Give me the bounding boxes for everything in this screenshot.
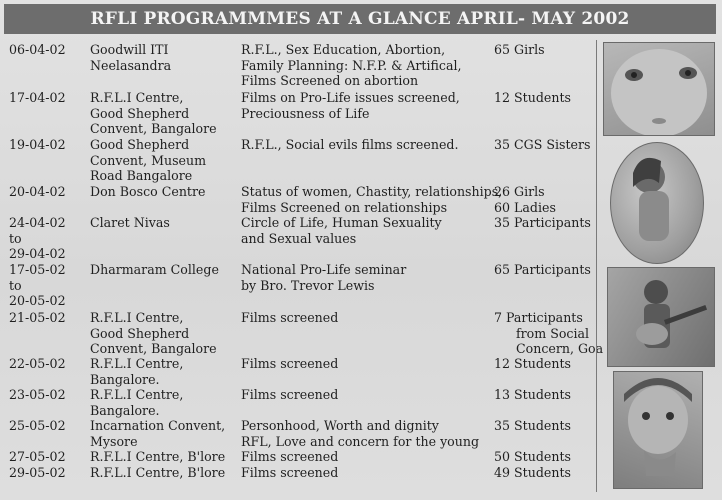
venue-cell-line: Don Bosco Centre bbox=[90, 184, 206, 199]
venue-cell-line: Claret Nivas bbox=[90, 215, 170, 230]
venue-cell bbox=[90, 184, 238, 200]
venue-cell-line: R.F.L.I Centre, bbox=[90, 356, 184, 371]
topic-cell-line: Films screened bbox=[241, 387, 339, 402]
topic-cell bbox=[241, 356, 491, 372]
participants-cell bbox=[494, 137, 594, 153]
date-cell-line: 27-05-02 bbox=[9, 449, 66, 464]
date-cell-line: 24-04-02 bbox=[9, 215, 66, 230]
topic-cell-line: by Bro. Trevor Lewis bbox=[241, 277, 375, 293]
participants-cell bbox=[494, 42, 594, 58]
photo-column bbox=[596, 40, 721, 492]
venue-cell-line: Mysore bbox=[90, 433, 138, 449]
participants-cell-line: 12 Students bbox=[494, 356, 571, 371]
participants-cell-line: 49 Students bbox=[494, 465, 571, 480]
participants-cell bbox=[494, 90, 594, 106]
participants-cell bbox=[494, 215, 594, 231]
participants-cell-line: 60 Ladies bbox=[494, 199, 556, 215]
venue-cell-line: R.F.L.I Centre, bbox=[90, 387, 184, 402]
date-cell bbox=[9, 184, 87, 200]
topic-cell bbox=[241, 387, 491, 403]
topic-cell-line: Circle of Life, Human Sexuality bbox=[241, 215, 442, 230]
participants-cell bbox=[494, 310, 604, 357]
topic-cell-line: Preciousness of Life bbox=[241, 105, 370, 121]
topic-cell-line: Films Screened on relationships bbox=[241, 199, 448, 215]
date-cell-line: 20-05-02 bbox=[9, 293, 66, 308]
venue-cell-line: R.F.L.I Centre, bbox=[90, 90, 184, 105]
date-cell-line: 06-04-02 bbox=[9, 42, 66, 57]
participants-cell-line: 50 Students bbox=[494, 449, 571, 464]
participants-cell-line: Concern, Goa bbox=[516, 341, 604, 356]
programme-table bbox=[0, 38, 604, 498]
topic-cell-line: Films screened bbox=[241, 310, 339, 325]
venue-cell-line: Dharmaram College bbox=[90, 262, 219, 277]
venue-cell bbox=[90, 465, 238, 481]
date-cell bbox=[9, 262, 87, 309]
participants-cell-line: 12 Students bbox=[494, 90, 571, 105]
date-cell bbox=[9, 356, 87, 372]
topic-cell bbox=[241, 465, 491, 481]
venue-cell bbox=[90, 90, 238, 137]
guitar-player-silhouette bbox=[608, 268, 714, 366]
venue-cell-line: Good Shepherd bbox=[90, 137, 190, 152]
date-cell-line: 17-05-02 bbox=[9, 262, 66, 277]
topic-cell bbox=[241, 418, 491, 449]
topic-cell-line: RFL, Love and concern for the young bbox=[241, 433, 480, 449]
topic-cell-line: R.F.L., Social evils films screened. bbox=[241, 137, 459, 152]
girl-silhouette bbox=[611, 143, 703, 263]
topic-cell-line: and Sexual values bbox=[241, 230, 357, 246]
venue-cell-line: Convent, Museum bbox=[90, 152, 207, 168]
venue-cell-line: R.F.L.I Centre, B'lore bbox=[90, 449, 226, 464]
guitar-player-photo bbox=[607, 267, 715, 367]
venue-cell bbox=[90, 449, 238, 465]
topic-cell bbox=[241, 137, 491, 153]
topic-cell-line: R.F.L., Sex Education, Abortion, bbox=[241, 42, 446, 57]
page-title: RFLI PROGRAMMMES AT A GLANCE APRIL- MAY 2002 bbox=[4, 4, 716, 34]
venue-cell bbox=[90, 356, 238, 387]
date-cell-line: 21-05-02 bbox=[9, 310, 66, 325]
venue-cell bbox=[90, 137, 238, 184]
topic-cell-line: Films screened bbox=[241, 356, 339, 371]
participants-cell bbox=[494, 418, 594, 434]
topic-cell bbox=[241, 42, 491, 89]
venue-cell-line: Convent, Bangalore bbox=[90, 121, 217, 136]
participants-cell-line: 13 Students bbox=[494, 387, 571, 402]
topic-cell-line: Films Screened on abortion bbox=[241, 73, 419, 88]
child-face-illustration bbox=[604, 43, 714, 135]
venue-cell-line: R.F.L.I Centre, B'lore bbox=[90, 465, 226, 480]
participants-cell-line: 26 Girls bbox=[494, 184, 545, 199]
venue-cell bbox=[90, 310, 238, 357]
date-cell bbox=[9, 465, 87, 481]
topic-cell bbox=[241, 310, 491, 326]
venue-cell bbox=[90, 418, 238, 449]
venue-cell-line: Bangalore. bbox=[90, 371, 160, 387]
date-cell-line: 20-04-02 bbox=[9, 184, 66, 199]
participants-cell bbox=[494, 356, 594, 372]
venue-cell bbox=[90, 262, 238, 278]
topic-cell bbox=[241, 90, 491, 121]
participants-cell-line: from Social bbox=[516, 325, 590, 341]
child-face-photo bbox=[603, 42, 715, 136]
participants-cell-line: 65 Girls bbox=[494, 42, 545, 57]
venue-cell bbox=[90, 387, 238, 418]
venue-cell-line: Neelasandra bbox=[90, 57, 172, 73]
venue-cell-line: Bangalore. bbox=[90, 402, 160, 418]
date-cell-line: 29-05-02 bbox=[9, 465, 66, 480]
venue-cell-line: R.F.L.I Centre, bbox=[90, 310, 184, 325]
venue-cell-line: Goodwill ITI bbox=[90, 42, 169, 57]
child-with-hand-photo bbox=[613, 371, 703, 489]
participants-cell bbox=[494, 387, 594, 403]
date-cell bbox=[9, 90, 87, 106]
date-cell bbox=[9, 449, 87, 465]
child-hand-silhouette bbox=[614, 372, 702, 488]
venue-cell bbox=[90, 42, 238, 73]
participants-cell bbox=[494, 262, 594, 278]
topic-cell-line: Films screened bbox=[241, 449, 339, 464]
venue-cell-line: Road Bangalore bbox=[90, 168, 193, 183]
topic-cell bbox=[241, 262, 491, 293]
topic-cell bbox=[241, 449, 491, 465]
date-cell-line: 23-05-02 bbox=[9, 387, 66, 402]
date-cell bbox=[9, 137, 87, 153]
venue-cell-line: Convent, Bangalore bbox=[90, 341, 217, 356]
participants-cell-line: 65 Participants bbox=[494, 262, 591, 277]
topic-cell-line: Films on Pro-Life issues screened, bbox=[241, 90, 460, 105]
date-cell bbox=[9, 387, 87, 403]
participants-cell bbox=[494, 184, 594, 215]
participants-cell bbox=[494, 465, 594, 481]
venue-cell-line: Incarnation Convent, bbox=[90, 418, 226, 433]
date-cell-line: 17-04-02 bbox=[9, 90, 66, 105]
date-cell-line: 22-05-02 bbox=[9, 356, 66, 371]
participants-cell bbox=[494, 449, 594, 465]
date-cell-line: to bbox=[9, 230, 22, 246]
participants-cell-line: 35 CGS Sisters bbox=[494, 137, 591, 152]
venue-cell bbox=[90, 215, 238, 231]
date-cell bbox=[9, 215, 87, 262]
date-cell-line: 25-05-02 bbox=[9, 418, 66, 433]
date-cell bbox=[9, 418, 87, 434]
topic-cell-line: Status of women, Chastity, relationships, bbox=[241, 184, 503, 199]
topic-cell-line: Films screened bbox=[241, 465, 339, 480]
date-cell-line: 19-04-02 bbox=[9, 137, 66, 152]
topic-cell bbox=[241, 215, 491, 246]
topic-cell bbox=[241, 184, 503, 215]
participants-cell-line: 7 Participants bbox=[494, 310, 583, 325]
venue-cell-line: Good Shepherd bbox=[90, 105, 190, 121]
topic-cell-line: National Pro-Life seminar bbox=[241, 262, 407, 277]
date-cell-line: 29-04-02 bbox=[9, 246, 66, 261]
date-cell-line: to bbox=[9, 277, 22, 293]
participants-cell-line: 35 Students bbox=[494, 418, 571, 433]
venue-cell-line: Good Shepherd bbox=[90, 325, 190, 341]
girl-portrait-photo bbox=[610, 142, 704, 264]
date-cell bbox=[9, 42, 87, 58]
topic-cell-line: Family Planning: N.F.P. & Artifical, bbox=[241, 57, 462, 73]
topic-cell-line: Personhood, Worth and dignity bbox=[241, 418, 439, 433]
participants-cell-line: 35 Participants bbox=[494, 215, 591, 230]
date-cell bbox=[9, 310, 87, 326]
